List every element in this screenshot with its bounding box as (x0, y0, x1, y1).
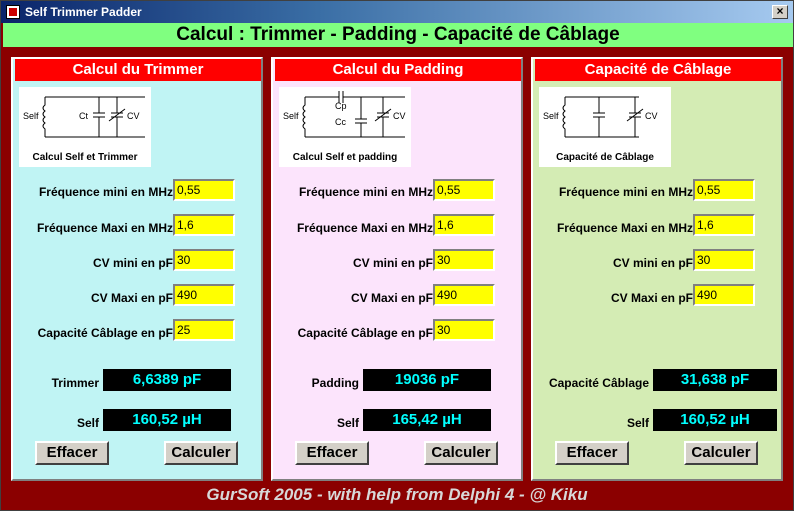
label-freq-max: Fréquence Maxi en MHz (556, 221, 693, 235)
close-button[interactable]: × (772, 5, 788, 19)
label-cc: Cc (335, 117, 346, 127)
clear-button-padding[interactable]: Effacer (295, 441, 369, 465)
result-self: 160,52 µH (103, 409, 231, 431)
label-ct: Ct (79, 111, 88, 121)
label-self: Self (543, 111, 559, 121)
cv-max-input[interactable]: 490 (693, 284, 755, 306)
panel-trimmer (11, 57, 263, 481)
result-label-self: Self (336, 416, 359, 430)
label-cv-min: CV mini en pF (92, 256, 173, 270)
label-freq-max: Fréquence Maxi en MHz (296, 221, 433, 235)
result-cablage: 31,638 pF (653, 369, 777, 391)
label-cv-min: CV mini en pF (352, 256, 433, 270)
label-cv: CV (127, 111, 140, 121)
calc-button-trimmer[interactable]: Calculer (164, 441, 238, 465)
result-label-self: Self (76, 416, 99, 430)
label-freq-min: Fréquence mini en MHz (38, 185, 173, 199)
result-trimmer: 6,6389 pF (103, 369, 231, 391)
freq-min-input[interactable]: 0,55 (433, 179, 495, 201)
label-self: Self (283, 111, 299, 121)
title-bar[interactable] (1, 1, 793, 23)
result-self: 165,42 µH (363, 409, 491, 431)
panel-title: Calcul du Trimmer (15, 59, 261, 81)
result-label-padding: Padding (311, 376, 359, 390)
label-cablage: Capacité Câblage en pF (297, 326, 433, 340)
window-title: Self Trimmer Padder (25, 5, 142, 19)
circuit-diagram (279, 87, 411, 167)
calc-button-cablage[interactable]: Calculer (684, 441, 758, 465)
freq-min-input[interactable]: 0,55 (693, 179, 755, 201)
result-label-self: Self (626, 416, 649, 430)
freq-max-input[interactable]: 1,6 (693, 214, 755, 236)
label-cp: Cp (335, 101, 347, 111)
circuit-diagram (539, 87, 671, 167)
page-title: Calcul : Trimmer - Padding - Capacité de Câblage (3, 23, 793, 47)
clear-button-trimmer[interactable]: Effacer (35, 441, 109, 465)
freq-max-input[interactable]: 1,6 (433, 214, 495, 236)
label-self: Self (23, 111, 39, 121)
result-padding: 19036 pF (363, 369, 491, 391)
cv-min-input[interactable]: 30 (693, 249, 755, 271)
cv-min-input[interactable]: 30 (173, 249, 235, 271)
panel-title: Calcul du Padding (275, 59, 521, 81)
circuit-icon (279, 87, 411, 147)
label-cv: CV (393, 111, 406, 121)
panel-padding (271, 57, 523, 481)
label-cablage: Capacité Câblage en pF (37, 326, 173, 340)
result-label-trimmer: Trimmer (51, 376, 99, 390)
label-cv-max: CV Maxi en pF (90, 291, 173, 305)
panel-title: Capacité de Câblage (535, 59, 781, 81)
clear-button-cablage[interactable]: Effacer (555, 441, 629, 465)
panel-cablage (531, 57, 783, 481)
label-cv-max: CV Maxi en pF (350, 291, 433, 305)
diagram-caption: Capacité de Câblage (556, 152, 654, 163)
label-cv: CV (645, 111, 658, 121)
circuit-icon (539, 87, 671, 147)
diagram-caption: Calcul Self et Trimmer (32, 152, 138, 163)
cablage-input[interactable]: 25 (173, 319, 235, 341)
result-self: 160,52 µH (653, 409, 777, 431)
circuit-icon (19, 87, 151, 147)
label-freq-min: Fréquence mini en MHz (298, 185, 433, 199)
cv-max-input[interactable]: 490 (433, 284, 495, 306)
freq-min-input[interactable]: 0,55 (173, 179, 235, 201)
freq-max-input[interactable]: 1,6 (173, 214, 235, 236)
label-cv-max: CV Maxi en pF (610, 291, 693, 305)
result-label-cablage: Capacité Câblage (548, 376, 649, 390)
circuit-diagram (19, 87, 151, 167)
cv-min-input[interactable]: 30 (433, 249, 495, 271)
cv-max-input[interactable]: 490 (173, 284, 235, 306)
label-freq-max: Fréquence Maxi en MHz (36, 221, 173, 235)
diagram-caption: Calcul Self et padding (292, 152, 398, 163)
label-freq-min: Fréquence mini en MHz (558, 185, 693, 199)
cablage-input[interactable]: 30 (433, 319, 495, 341)
label-cv-min: CV mini en pF (612, 256, 693, 270)
footer-credits: GurSoft 2005 - with help from Delphi 4 - @ Kiku (206, 485, 588, 504)
calc-button-padding[interactable]: Calculer (424, 441, 498, 465)
app-icon (6, 5, 20, 19)
